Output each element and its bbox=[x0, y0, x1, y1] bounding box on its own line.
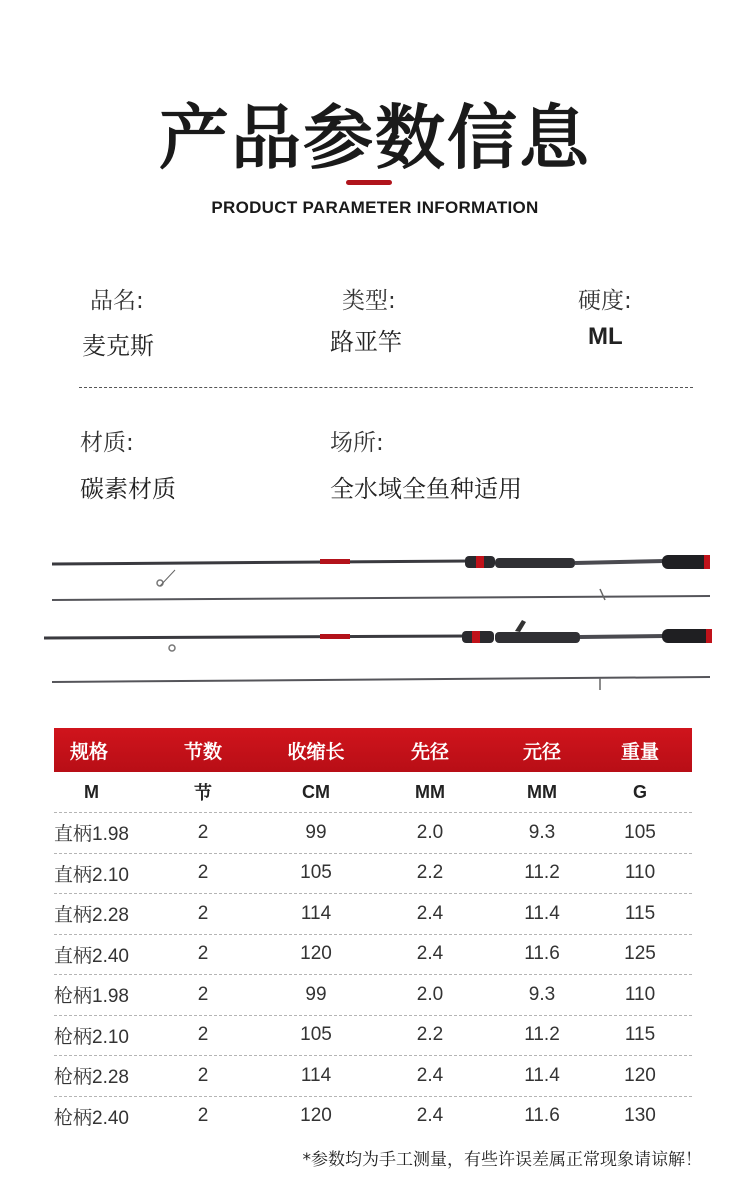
cell-length: 114 bbox=[300, 902, 332, 924]
cell-sections: 2 bbox=[197, 1024, 209, 1046]
cell-weight: 120 bbox=[624, 1064, 656, 1086]
cell-length: 120 bbox=[300, 1105, 332, 1127]
cell-base-diameter: 11.2 bbox=[524, 1024, 560, 1046]
cell-tip-diameter: 2.4 bbox=[416, 902, 444, 924]
cell-base-diameter: 11.6 bbox=[524, 943, 560, 965]
cell-sections: 2 bbox=[197, 983, 209, 1005]
header-base-diameter: 元径 bbox=[522, 740, 561, 763]
unit-tip-diameter: MM bbox=[415, 781, 445, 802]
name-label: 品名: bbox=[90, 288, 144, 314]
cell-sections: 2 bbox=[197, 1064, 209, 1086]
cell-weight: 115 bbox=[624, 1024, 656, 1046]
cell-length: 105 bbox=[300, 1024, 332, 1046]
cell-tip-diameter: 2.0 bbox=[416, 821, 444, 843]
cell-tip-diameter: 2.4 bbox=[416, 1064, 444, 1086]
cell-length: 120 bbox=[300, 943, 332, 965]
table-row bbox=[54, 854, 692, 895]
fishing-rods-image bbox=[0, 540, 750, 700]
unit-spec: M bbox=[84, 781, 99, 802]
cell-weight: 105 bbox=[624, 821, 656, 843]
material-value: 碳素材质 bbox=[80, 475, 176, 503]
cell-sections: 2 bbox=[197, 1105, 209, 1127]
cell-length: 99 bbox=[305, 821, 327, 843]
cell-weight: 115 bbox=[624, 902, 656, 924]
cell-spec: 枪柄1.98 bbox=[54, 986, 129, 1008]
cell-spec: 直柄2.10 bbox=[54, 864, 129, 886]
header-tip-diameter: 先径 bbox=[410, 740, 449, 763]
type-value: 路亚竿 bbox=[330, 328, 402, 356]
cell-length: 105 bbox=[300, 862, 332, 884]
cell-weight: 130 bbox=[624, 1105, 656, 1127]
spinning-rod-tip bbox=[52, 570, 710, 600]
page-subtitle: PRODUCT PARAMETER INFORMATION bbox=[211, 198, 539, 217]
spinning-rod-butt bbox=[52, 555, 710, 569]
venue-value: 全水域全鱼种适用 bbox=[330, 475, 522, 503]
title-accent-bar bbox=[346, 180, 392, 185]
cell-sections: 2 bbox=[197, 862, 209, 884]
table-row bbox=[54, 1097, 692, 1137]
table-row bbox=[54, 894, 692, 935]
header-weight: 重量 bbox=[620, 740, 659, 763]
unit-row bbox=[54, 772, 692, 813]
table-row bbox=[54, 813, 692, 854]
table-header-row bbox=[54, 728, 692, 772]
table-row bbox=[54, 1016, 692, 1057]
hardness-label: 硬度: bbox=[578, 288, 632, 314]
cell-base-diameter: 11.4 bbox=[524, 1064, 560, 1086]
cell-weight: 125 bbox=[624, 943, 656, 965]
cell-sections: 2 bbox=[197, 902, 209, 924]
cell-length: 114 bbox=[300, 1064, 332, 1086]
venue-label: 场所: bbox=[330, 430, 384, 456]
table-row bbox=[54, 935, 692, 976]
header-spec: 规格 bbox=[70, 740, 109, 763]
cell-base-diameter: 9.3 bbox=[528, 821, 556, 843]
cell-tip-diameter: 2.4 bbox=[416, 1105, 444, 1127]
cell-sections: 2 bbox=[197, 943, 209, 965]
cell-base-diameter: 11.2 bbox=[524, 862, 560, 884]
cell-tip-diameter: 2.2 bbox=[416, 1024, 444, 1046]
table-row bbox=[54, 1056, 692, 1097]
cell-length: 99 bbox=[305, 983, 327, 1005]
cell-tip-diameter: 2.0 bbox=[416, 983, 444, 1005]
cell-weight: 110 bbox=[624, 983, 656, 1005]
parameter-table bbox=[54, 728, 692, 1136]
header-length: 收缩长 bbox=[287, 740, 345, 763]
unit-base-diameter: MM bbox=[527, 781, 557, 802]
hardness-value: ML bbox=[588, 323, 623, 350]
unit-length: CM bbox=[302, 781, 330, 802]
unit-sections: 节 bbox=[194, 783, 212, 803]
table-row bbox=[54, 975, 692, 1016]
name-value: 麦克斯 bbox=[82, 332, 154, 360]
cell-tip-diameter: 2.2 bbox=[416, 862, 444, 884]
footnote: *参数均为手工测量，有些许误差属正常现象请谅解！ bbox=[302, 1150, 702, 1170]
cell-base-diameter: 9.3 bbox=[528, 983, 556, 1005]
cell-spec: 枪柄2.10 bbox=[54, 1026, 129, 1048]
unit-weight: G bbox=[632, 781, 647, 802]
cell-weight: 110 bbox=[624, 862, 656, 884]
cell-tip-diameter: 2.4 bbox=[416, 943, 444, 965]
page-title: 产品参数信息 bbox=[159, 97, 591, 179]
cell-spec: 直柄1.98 bbox=[54, 824, 129, 846]
cell-spec: 枪柄2.28 bbox=[54, 1067, 129, 1089]
type-label: 类型: bbox=[342, 288, 396, 314]
cell-base-diameter: 11.4 bbox=[524, 902, 560, 924]
cell-base-diameter: 11.6 bbox=[524, 1105, 560, 1127]
header-sections: 节数 bbox=[183, 740, 222, 763]
casting-rod-tip bbox=[52, 645, 710, 690]
divider bbox=[79, 387, 693, 388]
cell-spec: 直柄2.40 bbox=[54, 945, 129, 967]
cell-spec: 枪柄2.40 bbox=[54, 1107, 129, 1129]
casting-rod-butt bbox=[44, 620, 712, 643]
material-label: 材质: bbox=[80, 430, 134, 456]
cell-spec: 直柄2.28 bbox=[54, 905, 129, 927]
cell-sections: 2 bbox=[197, 821, 209, 843]
